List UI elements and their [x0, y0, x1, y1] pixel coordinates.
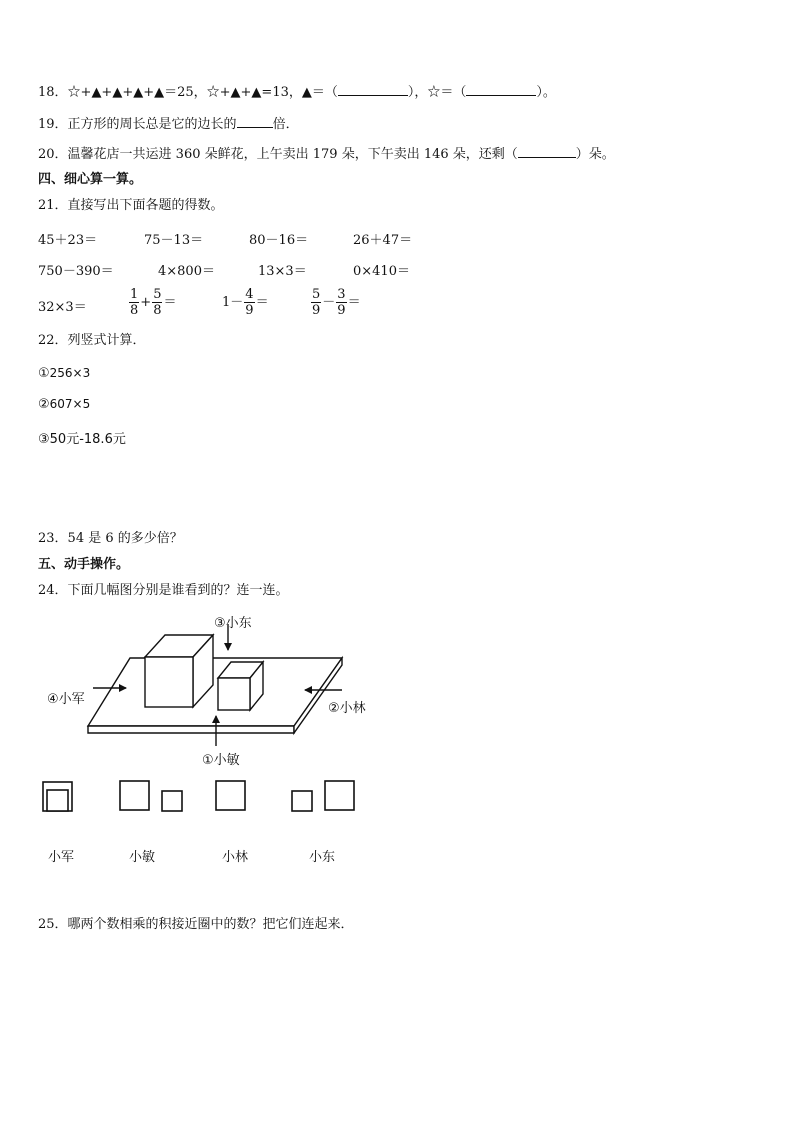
name-xiaolin[interactable]: 小林: [222, 850, 249, 865]
calc-r1-c1: 45＋23＝: [38, 233, 98, 248]
option-small-big: [292, 781, 354, 811]
fraction-numerator: 5: [153, 287, 162, 302]
platform: [88, 658, 342, 733]
q19-body: 正方形的周长总是它的边长的: [67, 117, 237, 132]
q20-prefix: 20．: [38, 147, 68, 162]
q20-end: ）朵。: [575, 147, 615, 162]
q22-title: 22．列竖式计算．: [38, 333, 146, 348]
q19-prefix: 19．: [38, 117, 68, 132]
option-big-small: [120, 781, 182, 811]
view-options: [43, 781, 354, 811]
item-expression: 607×5: [49, 397, 91, 411]
q24-title: 24．下面几幅图分别是谁看到的？连一连。: [38, 583, 289, 598]
q18-prefix: 18．: [38, 85, 68, 100]
calc-r2-c1: 750－390＝: [38, 264, 114, 279]
operand: 1－: [222, 295, 244, 310]
item-expression: 50元-18.6元: [49, 432, 126, 447]
equals: ＝: [255, 295, 269, 310]
item-marker: ①: [38, 366, 50, 381]
name-xiaojun[interactable]: 小军: [48, 850, 75, 865]
option-nested-squares: [43, 782, 72, 811]
question-23: 23．54 是 6 的多少倍？: [38, 531, 183, 546]
calc-r1-c2: 75－13＝: [144, 233, 204, 248]
name-xiaodong[interactable]: 小东: [309, 850, 336, 865]
fraction-denominator: 8: [153, 303, 162, 318]
q18-body: ☆+▲+▲+▲+▲＝25，☆+▲+▲=13，▲＝（: [67, 85, 338, 100]
fraction-denominator: 9: [337, 303, 346, 318]
equals: ＝: [347, 295, 361, 310]
q18-mid: ），☆＝（: [407, 85, 467, 100]
q21-title: 21．直接写出下面各题的得数。: [38, 198, 224, 213]
q18-end: ）。: [536, 85, 556, 100]
calc-r1-c4: 26＋47＝: [353, 233, 413, 248]
item-marker: ③: [38, 432, 50, 447]
section-4-heading: 四、细心算一算。: [38, 172, 143, 187]
label-right-viewer: ②小林: [328, 701, 366, 716]
item-expression: 256×3: [49, 366, 91, 380]
fraction-denominator: 9: [312, 303, 321, 318]
operator: －: [322, 295, 336, 310]
fraction-numerator: 1: [130, 287, 139, 302]
label-top-viewer: ③小东: [214, 616, 252, 631]
calc-r2-c2: 4×800＝: [158, 264, 215, 279]
section-5-heading: 五、动手操作。: [38, 557, 130, 572]
label-front-viewer: ①小敏: [202, 753, 240, 768]
small-cube: [218, 662, 263, 710]
fraction-denominator: 8: [130, 303, 139, 318]
fraction-numerator: 3: [337, 287, 346, 302]
fraction-numerator: 4: [245, 287, 254, 302]
name-xiaomin[interactable]: 小敏: [129, 850, 156, 865]
equals: ＝: [163, 295, 177, 310]
item-marker: ②: [38, 397, 50, 412]
label-left-viewer: ④小军: [47, 692, 85, 707]
q19-end: 倍．: [272, 117, 299, 132]
calc-r1-c3: 80－16＝: [249, 233, 309, 248]
q20-body: 温馨花店一共运进 360 朵鲜花，上午卖出 179 朵，下午卖出 146 朵，还剩（: [67, 147, 518, 162]
question-25: 25．哪两个数相乘的积接近圈中的数？把它们连起来．: [38, 917, 354, 932]
large-cube: [145, 635, 213, 707]
calc-r2-c3: 13×3＝: [258, 264, 307, 279]
fraction-denominator: 9: [245, 303, 254, 318]
calc-r2-c4: 0×410＝: [353, 264, 410, 279]
operator: +: [140, 295, 152, 310]
calc-r3-c1: 32×3＝: [38, 300, 87, 315]
fraction-numerator: 5: [312, 287, 321, 302]
option-single-square: [216, 781, 245, 810]
